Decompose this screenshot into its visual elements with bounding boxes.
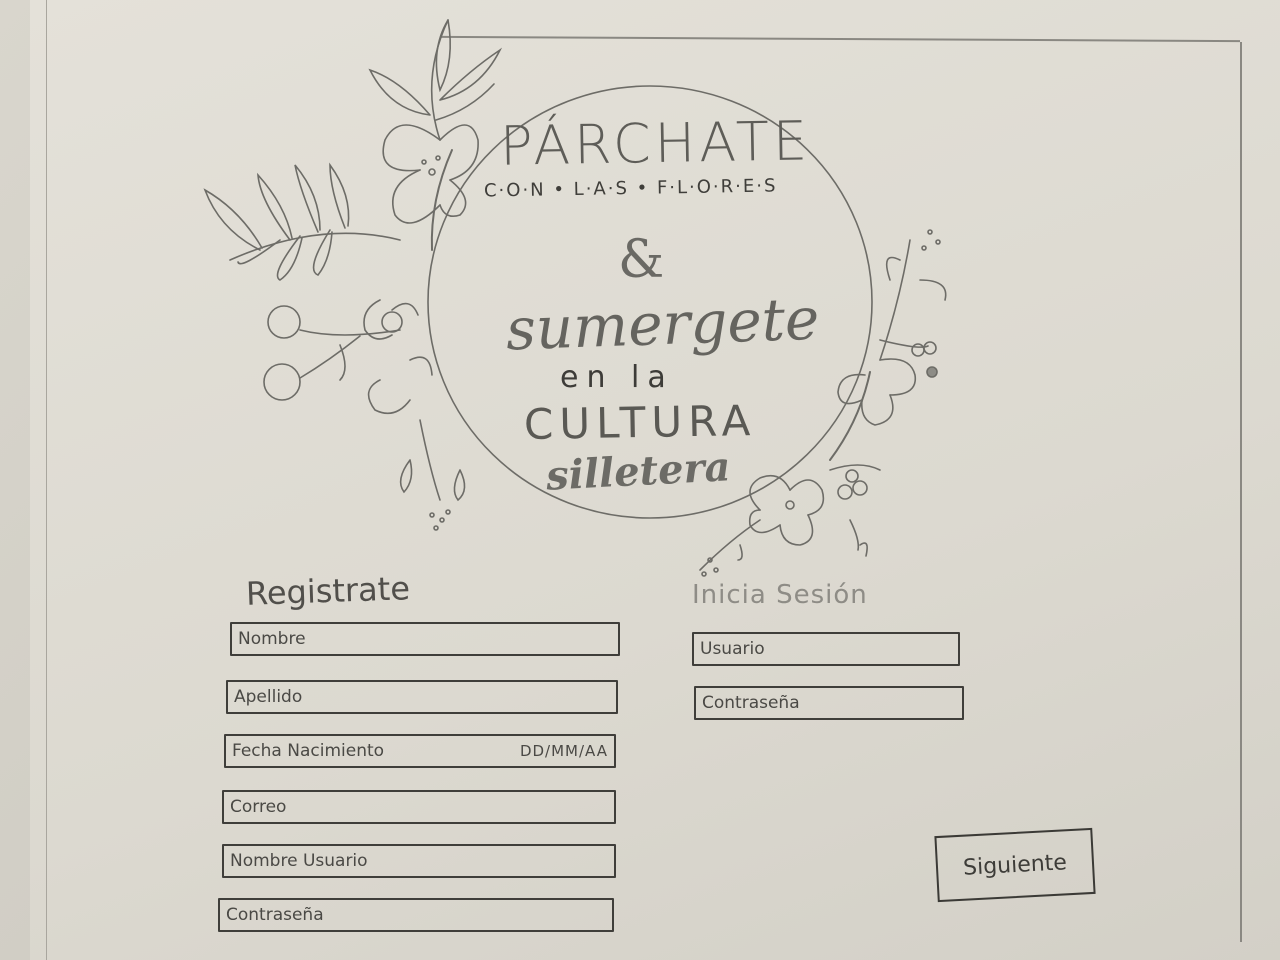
birth-date-format-hint: DD/MM/AA <box>519 742 608 760</box>
logo-line-cultura: CULTURA <box>523 395 757 450</box>
last-name-label: Apellido <box>234 687 303 707</box>
birth-date-label: Fecha Nacimiento <box>232 741 385 761</box>
logo-line-silletera: silletera <box>544 443 732 500</box>
logo-line-sumergete: sumergete <box>504 284 821 364</box>
first-name-label: Nombre <box>238 629 306 649</box>
logo-title: PÁRCHATE <box>499 109 812 178</box>
birth-date-field[interactable] <box>224 734 616 768</box>
login-username-label: Usuario <box>700 639 765 659</box>
logo-line-en-la: en la <box>560 360 674 395</box>
paper-margin-line <box>46 0 47 960</box>
email-field[interactable] <box>222 790 616 824</box>
login-heading: Inicia Sesión <box>692 580 868 610</box>
username-label: Nombre Usuario <box>230 851 368 871</box>
logo-ampersand: & <box>618 230 665 290</box>
next-button[interactable]: Siguiente <box>934 828 1095 902</box>
register-heading: Registrate <box>245 569 411 613</box>
last-name-field[interactable] <box>226 680 618 714</box>
register-password-field[interactable] <box>218 898 614 932</box>
first-name-field[interactable] <box>230 622 620 656</box>
logo-subtitle: C·O·N • L·A·S • F·L·O·R·E·S <box>483 175 778 202</box>
login-username-field[interactable] <box>692 632 960 666</box>
frame-right-line <box>1240 42 1242 942</box>
register-password-label: Contraseña <box>226 905 324 925</box>
username-field[interactable] <box>222 844 616 878</box>
login-password-field[interactable] <box>694 686 964 720</box>
email-label: Correo <box>230 797 287 817</box>
login-password-label: Contraseña <box>702 693 800 713</box>
